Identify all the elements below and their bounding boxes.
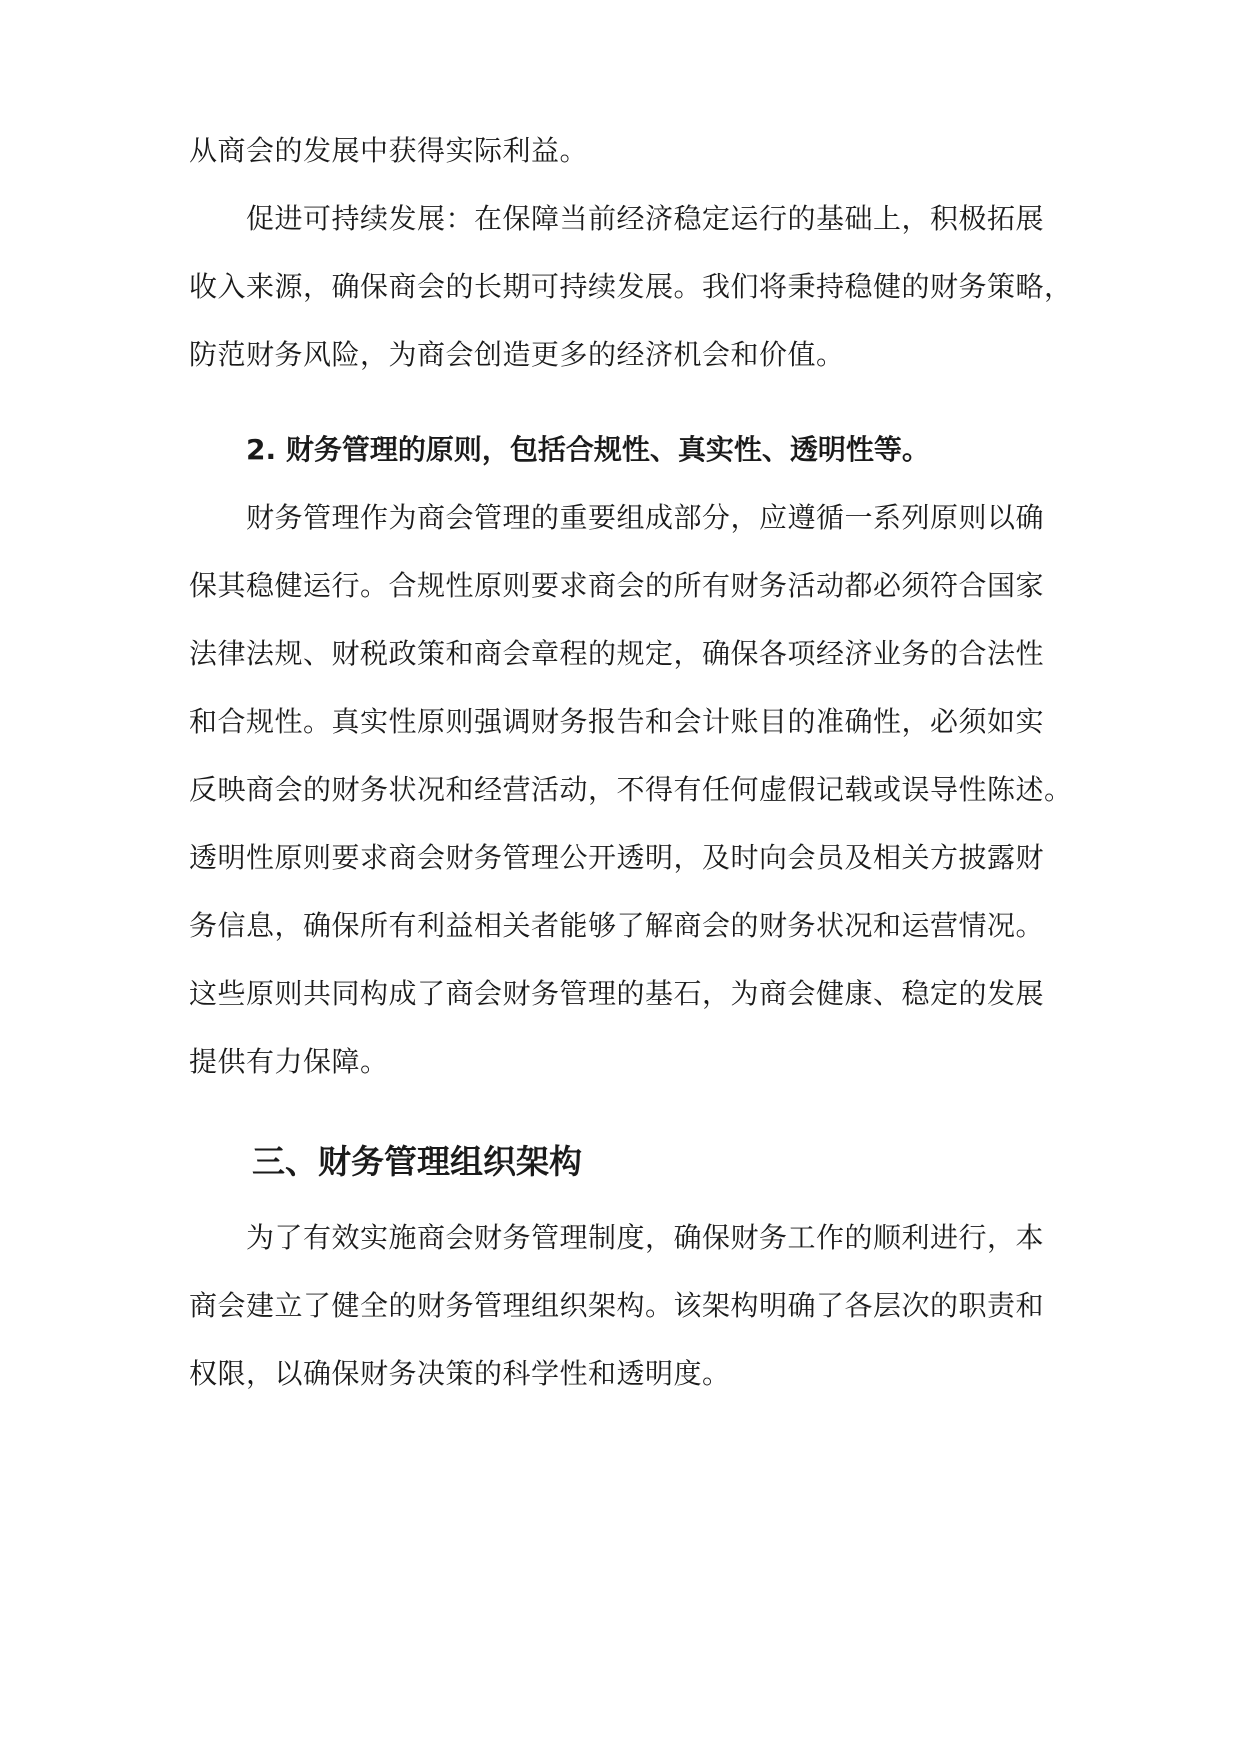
paragraph-line: 反映商会的财务状况和经营活动，不得有任何虚假记载或误导性陈述。 bbox=[189, 773, 1073, 806]
paragraph-line: 这些原则共同构成了商会财务管理的基石，为商会健康、稳定的发展 bbox=[189, 977, 1045, 1010]
paragraph-line: 商会建立了健全的财务管理组织架构。该架构明确了各层次的职责和 bbox=[189, 1289, 1045, 1322]
paragraph-line: 促进可持续发展：在保障当前经济稳定运行的基础上，积极拓展 bbox=[246, 202, 1045, 235]
paragraph-line: 务信息，确保所有利益相关者能够了解商会的财务状况和运营情况。 bbox=[189, 909, 1045, 942]
paragraph-line: 防范财务风险，为商会创造更多的经济机会和价值。 bbox=[189, 338, 845, 371]
paragraph-line: 权限，以确保财务决策的科学性和透明度。 bbox=[189, 1357, 731, 1390]
paragraph-line: 保其稳健运行。合规性原则要求商会的所有财务活动都必须符合国家 bbox=[189, 569, 1045, 602]
section-heading: 三、财务管理组织架构 bbox=[252, 1142, 582, 1181]
paragraph-line: 财务管理作为商会管理的重要组成部分，应遵循一系列原则以确 bbox=[246, 501, 1045, 534]
paragraph-line: 从商会的发展中获得实际利益。 bbox=[189, 134, 589, 167]
paragraph-line: 收入来源，确保商会的长期可持续发展。我们将秉持稳健的财务策略， bbox=[189, 270, 1073, 303]
subheading: 2. 财务管理的原则，包括合规性、真实性、透明性等。 bbox=[246, 433, 930, 466]
paragraph-line: 和合规性。真实性原则强调财务报告和会计账目的准确性，必须如实 bbox=[189, 705, 1045, 738]
paragraph-line: 为了有效实施商会财务管理制度，确保财务工作的顺利进行，本 bbox=[246, 1221, 1045, 1254]
paragraph-line: 法律法规、财税政策和商会章程的规定，确保各项经济业务的合法性 bbox=[189, 637, 1045, 670]
paragraph-line: 透明性原则要求商会财务管理公开透明，及时向会员及相关方披露财 bbox=[189, 841, 1045, 874]
paragraph-line: 提供有力保障。 bbox=[189, 1045, 389, 1078]
